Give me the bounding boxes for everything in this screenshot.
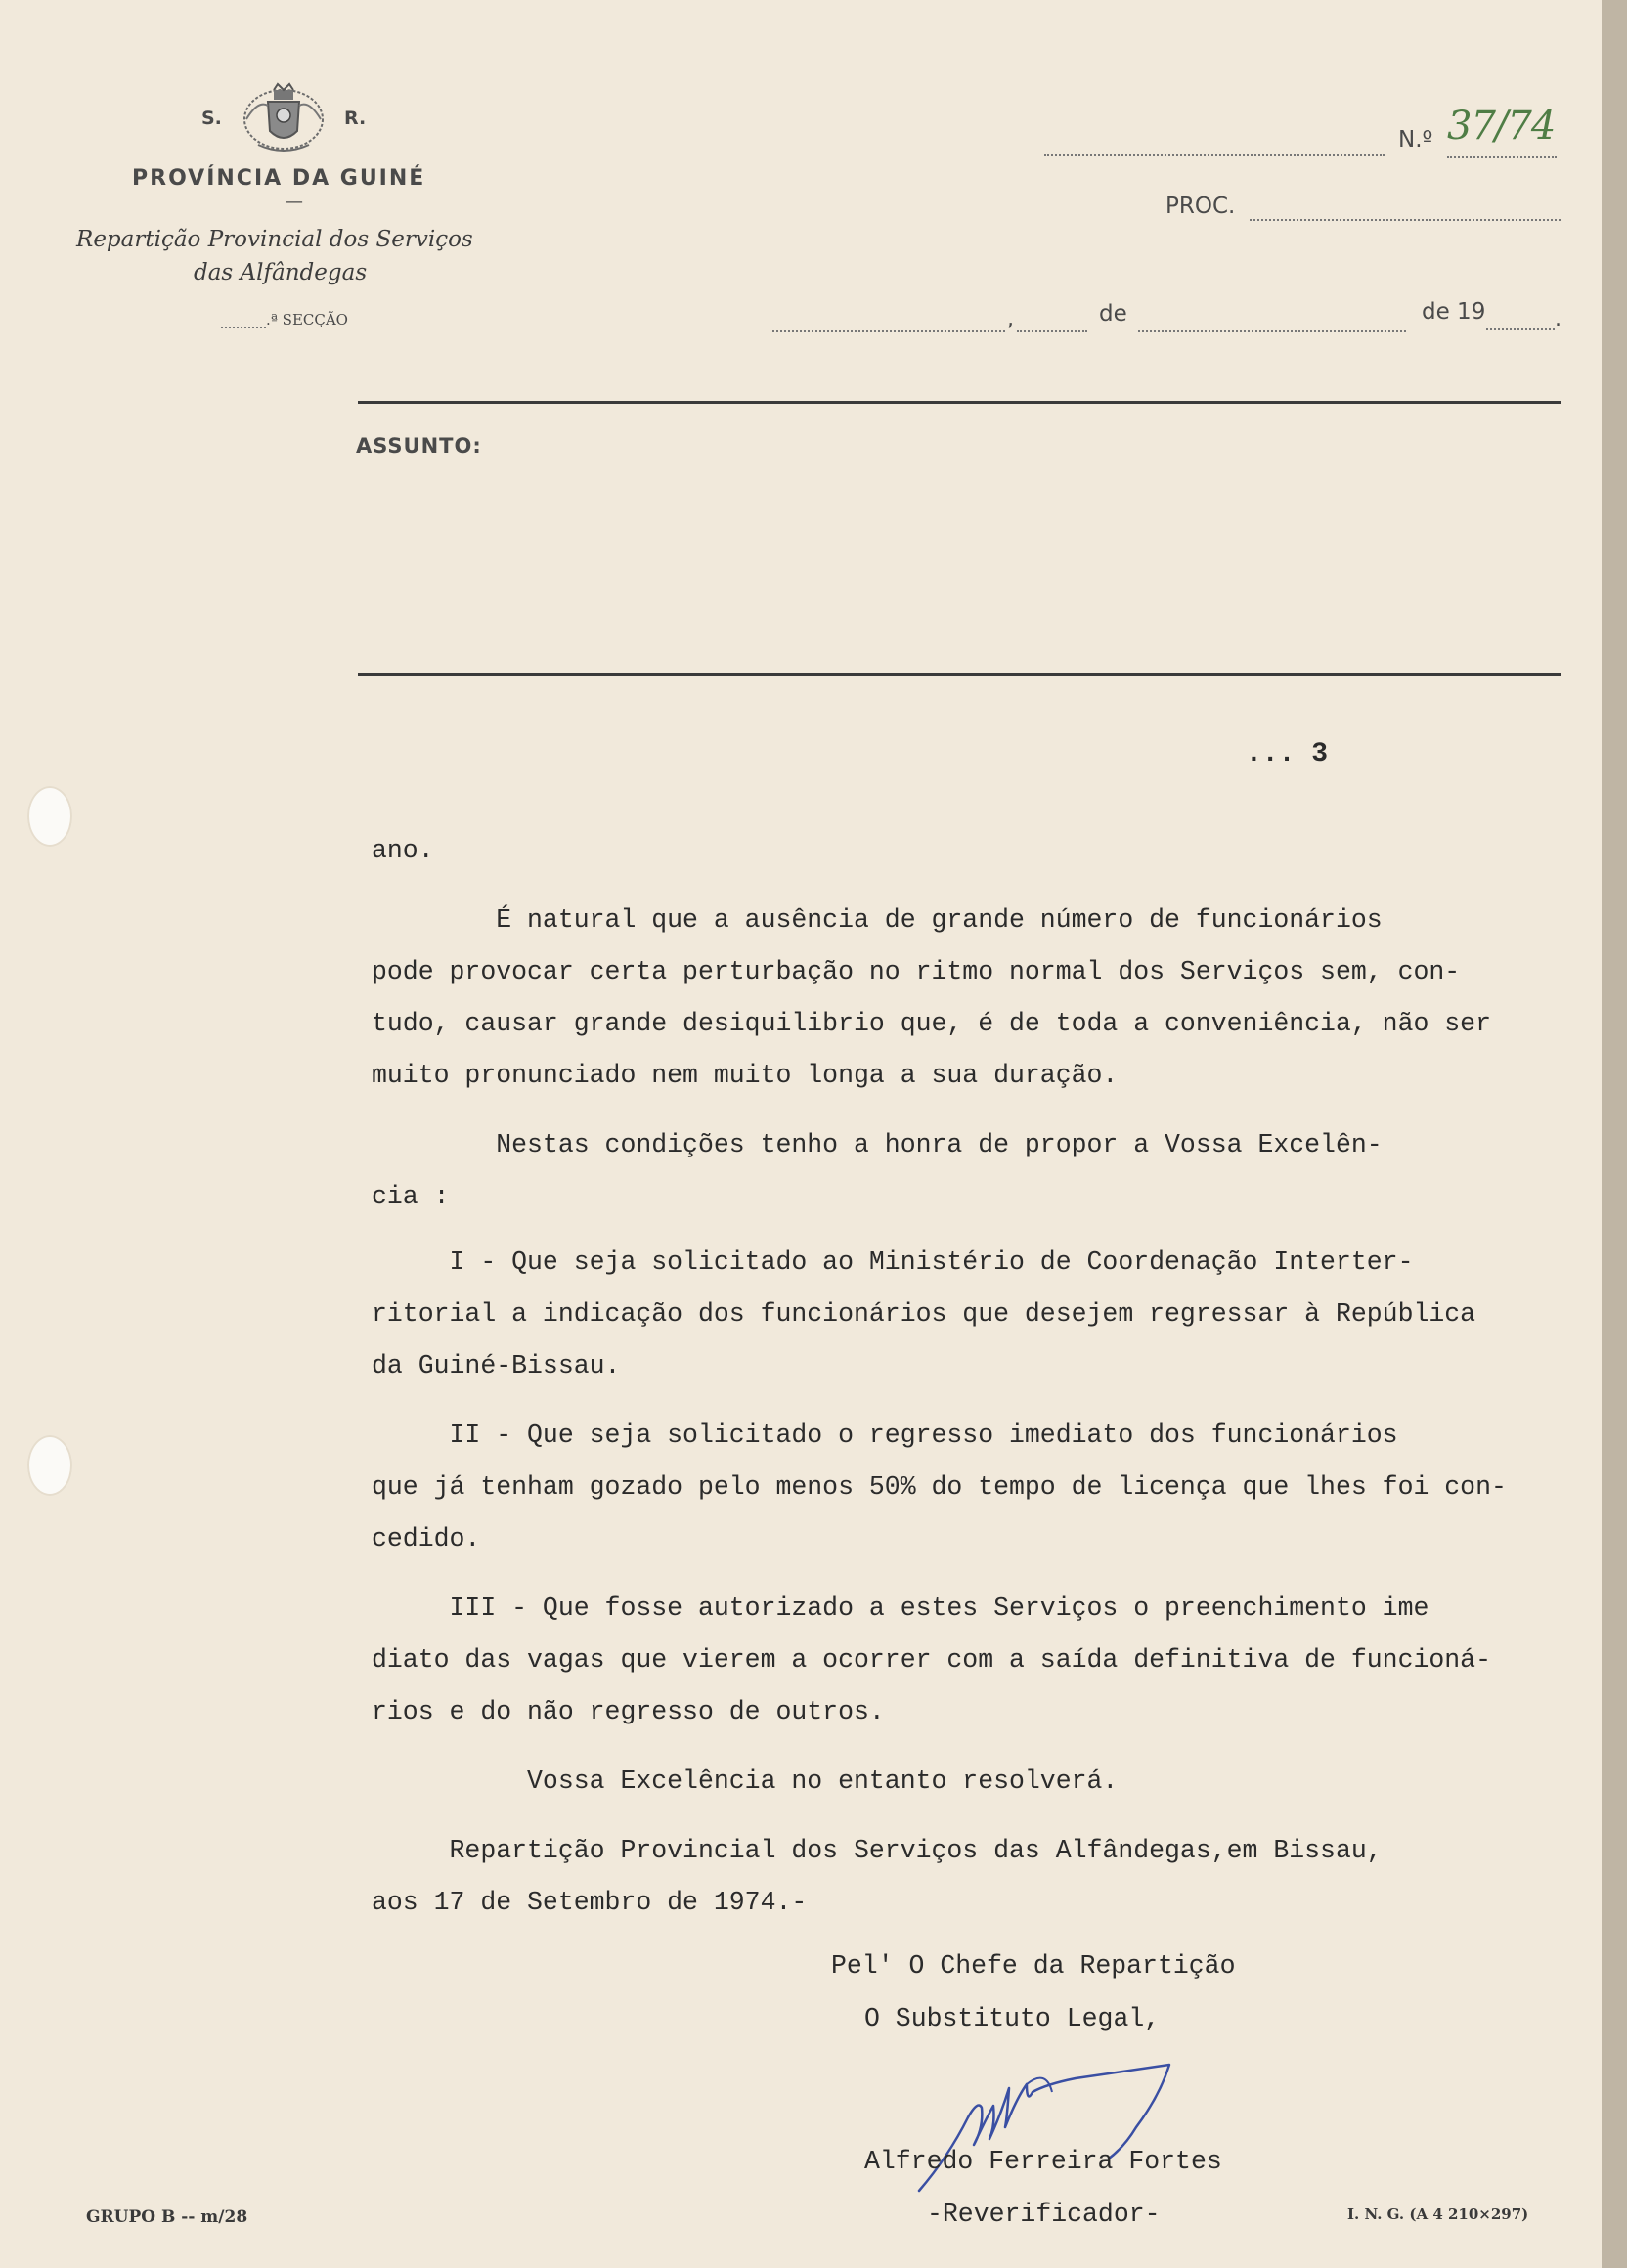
date-month-line	[1138, 330, 1406, 332]
page-marker: ... 3	[1246, 739, 1329, 769]
date-dot: .	[1555, 307, 1561, 331]
department-name-line1: Repartição Provincial dos Serviços	[76, 227, 473, 252]
footer-format: I. N. G. (A 4 210×297)	[1347, 2205, 1529, 2223]
number-value-line	[1447, 156, 1557, 158]
body-line: muito pronunciado nem muito longa a sua duração.	[372, 1061, 1119, 1090]
body-line: É natural que a ausência de grande número de funcionários	[372, 905, 1383, 935]
date-year-line	[1486, 328, 1555, 330]
proc-label: PROC.	[1165, 194, 1236, 219]
department-name-line2: das Alfândegas	[194, 260, 368, 285]
body-line: cia :	[372, 1182, 450, 1211]
date-de-2: de 19	[1422, 299, 1486, 325]
coat-of-arms-emblem	[239, 80, 329, 163]
body-line: aos 17 de Setembro de 1974.-	[372, 1888, 808, 1917]
punch-hole-bottom	[27, 1435, 72, 1496]
body-line: Nestas condições tenho a honra de propor a Vossa Excelên-	[372, 1130, 1383, 1159]
province-name: PROVÍNCIA DA GUINÉ	[132, 166, 426, 191]
body-line: ritorial a indicação dos funcionários que desejem regressar à República	[372, 1299, 1476, 1329]
body-line: que já tenham gozado pelo menos 50% do tempo de licença que lhes foi con-	[372, 1472, 1507, 1502]
proc-field-line	[1250, 219, 1561, 221]
body-line: tudo, causar grande desiquilibrio que, é de toda a conveniência, não ser	[372, 1009, 1491, 1038]
footer-group: GRUPO B -- m/28	[86, 2207, 248, 2227]
body-line: diato das vagas que vierem a ocorrer com a saída definitiva de funcioná-	[372, 1645, 1491, 1675]
signer-name: Alfredo Ferreira Fortes	[864, 2147, 1222, 2176]
date-de-1: de	[1099, 301, 1127, 327]
signature-line1: Pel' O Chefe da Repartição	[831, 1951, 1236, 1981]
subject-bottom-rule	[358, 673, 1561, 676]
date-place-line	[772, 330, 1005, 332]
letterhead-s: S.	[201, 108, 222, 129]
number-field-line	[1044, 154, 1385, 156]
body-line: III - Que fosse autorizado a estes Serviços o preenchimento ime	[372, 1593, 1429, 1623]
body-line: ano.	[372, 836, 434, 865]
body-line: II - Que seja solicitado o regresso imediato dos funcionários	[372, 1420, 1398, 1450]
date-comma: ,	[1007, 307, 1014, 331]
body-line: Vossa Excelência no entanto resolverá.	[372, 1766, 1119, 1796]
letterhead-r: R.	[344, 108, 367, 129]
page-edge	[1602, 0, 1627, 2268]
subject-label: ASSUNTO:	[356, 434, 482, 458]
section-label: .ª SECÇÃO	[266, 311, 348, 328]
body-line: da Guiné-Bissau.	[372, 1351, 621, 1380]
subject-top-rule	[358, 401, 1561, 404]
body-line: I - Que seja solicitado ao Ministério de Coordenação Interter-	[372, 1247, 1414, 1277]
letter-body	[372, 825, 1507, 1929]
signature-line2: O Substituto Legal,	[864, 2004, 1161, 2033]
section-blank	[221, 327, 266, 328]
body-line: Repartição Provincial dos Serviços das Alfândegas,em Bissau,	[372, 1836, 1383, 1865]
number-value: 37/74	[1447, 104, 1556, 149]
number-label: N.º	[1398, 127, 1433, 153]
body-line: pode provocar certa perturbação no ritmo normal dos Serviços sem, con-	[372, 957, 1461, 986]
body-line: cedido.	[372, 1524, 481, 1553]
handwritten-signature	[880, 2049, 1193, 2201]
date-day-line	[1017, 330, 1087, 332]
punch-hole-top	[27, 786, 72, 847]
body-line: rios e do não regresso de outros.	[372, 1697, 885, 1726]
signer-title: -Reverificador-	[927, 2200, 1161, 2229]
letterhead-dash: —	[286, 192, 303, 212]
